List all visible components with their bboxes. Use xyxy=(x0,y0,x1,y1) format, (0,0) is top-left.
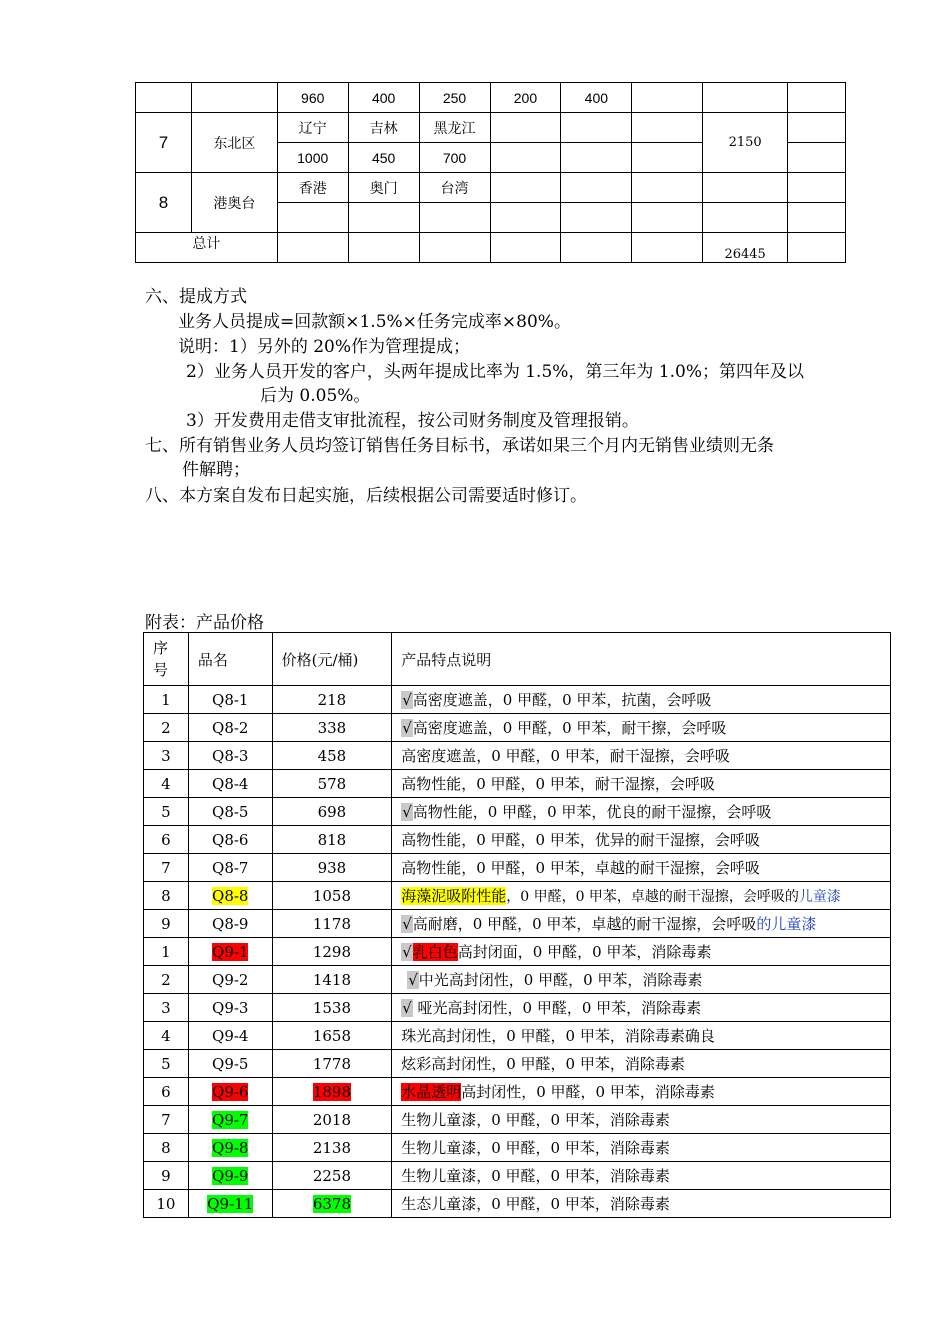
product-name: Q8-2 xyxy=(212,718,249,737)
price-cell xyxy=(272,1134,392,1162)
table-header-row xyxy=(144,633,891,686)
row-number: 2 xyxy=(144,714,189,742)
description-cell xyxy=(392,798,891,826)
checkmark-icon: √ xyxy=(402,803,412,821)
note-1: 说明：1）另外的 20%作为管理提成； xyxy=(178,337,471,357)
section-six-title: 六、提成方式 xyxy=(145,287,247,307)
highlighted-feature: 海藻泥吸附性能 xyxy=(401,887,507,905)
table-row xyxy=(144,1078,891,1106)
row-number: 7 xyxy=(144,1106,189,1134)
checkmark-icon: √ xyxy=(402,999,412,1017)
description-text: 高密度遮盖，0 甲醛，0 甲苯，耐干擦，会呼吸 xyxy=(412,719,727,737)
price-value: 2138 xyxy=(312,1138,351,1157)
product-name: Q9-6 xyxy=(212,1082,249,1101)
row-number: 9 xyxy=(144,910,189,938)
product-name: Q8-1 xyxy=(212,690,249,709)
description-text: 高物性能，0 甲醛，0 甲苯，耐干湿擦，会呼吸 xyxy=(401,775,715,793)
row-number: 7 xyxy=(144,854,189,882)
description-text: 珠光高封闭性，0 甲醛，0 甲苯，消除毒素确良 xyxy=(401,1027,715,1045)
amount-cell: 400 xyxy=(348,83,419,113)
row-number: 3 xyxy=(144,742,189,770)
product-name-cell xyxy=(188,686,272,714)
price-value: 938 xyxy=(317,858,347,877)
checkmark-icon: √ xyxy=(402,943,412,961)
description-cell xyxy=(392,1078,891,1106)
table-row xyxy=(144,1050,891,1078)
description-text: 高物性能，0 甲醛，0 甲苯，优异的耐干湿擦，会呼吸 xyxy=(401,831,760,849)
table-row xyxy=(144,1134,891,1162)
description-text: 高物性能，0 甲醛，0 甲苯，优良的耐干湿擦，会呼吸 xyxy=(412,803,772,821)
row-number: 5 xyxy=(144,1050,189,1078)
row-number: 6 xyxy=(144,1078,189,1106)
row-number: 8 xyxy=(144,1134,189,1162)
note-2-line1: 2）业务人员开发的客户，头两年提成比率为 1.5%，第三年为 1.0%；第四年及以 xyxy=(186,362,805,382)
section-eight: 八、本方案自发布日起实施，后续根据公司需要适时修订。 xyxy=(145,486,587,506)
price-cell xyxy=(272,686,392,714)
price-value: 338 xyxy=(317,718,347,737)
table-row xyxy=(144,798,891,826)
table-row xyxy=(136,233,846,263)
price-value: 2258 xyxy=(312,1166,351,1185)
product-name: Q9-7 xyxy=(212,1110,249,1129)
table-row xyxy=(136,173,846,203)
header-desc: 产品特点说明 xyxy=(392,633,891,686)
description-cell xyxy=(392,742,891,770)
price-cell xyxy=(272,1162,392,1190)
row-number: 8 xyxy=(144,882,189,910)
product-name: Q9-3 xyxy=(212,998,249,1017)
amount-cell: 1000 xyxy=(277,143,348,173)
price-value: 1298 xyxy=(312,942,351,961)
section-seven-line1: 七、所有销售业务人员均签订销售任务目标书，承诺如果三个月内无销售业绩则无条 xyxy=(145,436,774,456)
description-cell xyxy=(392,1022,891,1050)
description-cell xyxy=(392,714,891,742)
row-number: 4 xyxy=(144,770,189,798)
description-cell xyxy=(392,854,891,882)
description-cell xyxy=(392,1134,891,1162)
product-name-cell xyxy=(188,910,272,938)
price-value: 698 xyxy=(317,802,347,821)
province-cell: 香港 xyxy=(277,173,348,203)
checkmark-icon: √ xyxy=(402,719,412,737)
product-name-cell xyxy=(188,826,272,854)
price-cell xyxy=(272,770,392,798)
header-name: 品名 xyxy=(188,633,272,686)
row-number: 8 xyxy=(136,173,192,233)
childrens-paint-label: 儿童漆 xyxy=(798,889,841,905)
header-price: 价格(元/桶) xyxy=(272,633,392,686)
price-cell xyxy=(272,742,392,770)
note-3: 3）开发费用走借支审批流程，按公司财务制度及管理报销。 xyxy=(186,411,639,431)
description-text: 哑光高封闭性，0 甲醛，0 甲苯，消除毒素 xyxy=(412,999,702,1017)
province-cell: 辽宁 xyxy=(277,113,348,143)
amount-cell: 400 xyxy=(561,83,632,113)
price-value: 818 xyxy=(317,830,347,849)
province-cell: 奥门 xyxy=(348,173,419,203)
product-name: Q9-2 xyxy=(212,970,249,989)
table-row xyxy=(144,714,891,742)
table-row xyxy=(144,742,891,770)
price-value: 1778 xyxy=(312,1054,351,1073)
product-name-cell xyxy=(188,1106,272,1134)
description-text: 生物儿童漆，0 甲醛，0 甲苯，消除毒素 xyxy=(401,1111,670,1129)
description-text: 高封闭面，0 甲醛，0 甲苯，消除毒素 xyxy=(457,943,712,961)
product-name-cell xyxy=(188,994,272,1022)
amount-cell: 250 xyxy=(419,83,490,113)
description-text: 炫彩高封闭性，0 甲醛，0 甲苯，消除毒素 xyxy=(401,1055,685,1073)
checkmark-icon: √ xyxy=(402,915,412,933)
product-name-cell xyxy=(188,1050,272,1078)
product-name-cell xyxy=(188,1190,272,1218)
description-text: 高物性能，0 甲醛，0 甲苯，卓越的耐干湿擦，会呼吸 xyxy=(401,859,760,877)
description-cell xyxy=(392,1190,891,1218)
price-value: 1658 xyxy=(312,1026,351,1045)
product-name: Q8-9 xyxy=(212,914,249,933)
regional-task-table xyxy=(135,82,846,263)
table-row xyxy=(144,1022,891,1050)
product-name-cell xyxy=(188,854,272,882)
highlighted-feature: 水晶透明 xyxy=(401,1083,462,1101)
row-number: 5 xyxy=(144,798,189,826)
row-number: 9 xyxy=(144,1162,189,1190)
product-name: Q9-5 xyxy=(212,1054,249,1073)
product-name-cell xyxy=(188,1162,272,1190)
table-row xyxy=(144,686,891,714)
table-row xyxy=(144,854,891,882)
description-text: 高密度遮盖，0 甲醛，0 甲苯，耐干湿擦，会呼吸 xyxy=(401,747,730,765)
price-value: 6378 xyxy=(312,1194,351,1213)
description-text: 生态儿童漆，0 甲醛，0 甲苯，消除毒素 xyxy=(401,1195,670,1213)
product-name: Q9-1 xyxy=(212,942,249,961)
region-name: 港奥台 xyxy=(191,173,277,233)
product-price-table xyxy=(143,632,891,1218)
table-row xyxy=(144,966,891,994)
product-name-cell xyxy=(188,1022,272,1050)
description-cell xyxy=(392,826,891,854)
price-table-title: 附表：产品价格 xyxy=(145,613,264,633)
price-value: 1538 xyxy=(312,998,351,1017)
product-name-cell xyxy=(188,938,272,966)
product-name: Q8-8 xyxy=(212,886,249,905)
product-name-cell xyxy=(188,742,272,770)
description-cell xyxy=(392,966,891,994)
table-row xyxy=(144,1162,891,1190)
description-cell xyxy=(392,910,891,938)
row-number: 2 xyxy=(144,966,189,994)
childrens-paint-label: 的儿童漆 xyxy=(756,915,817,933)
price-value: 1418 xyxy=(312,970,351,989)
row-number: 7 xyxy=(136,113,192,173)
description-cell xyxy=(392,938,891,966)
table-row xyxy=(144,938,891,966)
description-text: 高耐磨，0 甲醛，0 甲苯，卓越的耐干湿擦，会呼吸 xyxy=(412,915,757,933)
amount-cell: 450 xyxy=(348,143,419,173)
row-number: 4 xyxy=(144,1022,189,1050)
amount-cell: 200 xyxy=(490,83,561,113)
price-value: 458 xyxy=(317,746,347,765)
product-name-cell xyxy=(188,882,272,910)
product-name-cell xyxy=(188,770,272,798)
product-name: Q9-9 xyxy=(212,1166,249,1185)
product-name: Q8-3 xyxy=(212,746,249,765)
product-name: Q8-4 xyxy=(212,774,249,793)
amount-cell: 700 xyxy=(419,143,490,173)
commission-formula: 业务人员提成=回款额×1.5%×任务完成率×80%。 xyxy=(178,312,571,332)
price-cell xyxy=(272,1050,392,1078)
row-number: 3 xyxy=(144,994,189,1022)
table-row xyxy=(136,83,846,113)
price-cell xyxy=(272,994,392,1022)
price-cell xyxy=(272,798,392,826)
description-cell xyxy=(392,994,891,1022)
price-value: 578 xyxy=(317,774,347,793)
checkmark-icon: √ xyxy=(402,691,412,709)
price-cell xyxy=(272,1022,392,1050)
province-cell: 台湾 xyxy=(419,173,490,203)
price-cell xyxy=(272,966,392,994)
description-cell xyxy=(392,1162,891,1190)
checkmark-icon: √ xyxy=(408,971,418,989)
table-row xyxy=(144,910,891,938)
table-row xyxy=(144,1106,891,1134)
region-name: 东北区 xyxy=(191,113,277,173)
description-text: 中光高封闭性，0 甲醛，0 甲苯，消除毒素 xyxy=(418,971,703,989)
description-cell xyxy=(392,882,891,910)
table-row xyxy=(144,770,891,798)
description-cell xyxy=(392,1106,891,1134)
product-name-cell xyxy=(188,798,272,826)
table-row xyxy=(144,882,891,910)
section-seven-line2: 件解聘； xyxy=(182,460,250,480)
total-value: 26445 xyxy=(703,233,788,263)
product-name: Q8-6 xyxy=(212,830,249,849)
description-text: 生物儿童漆，0 甲醛，0 甲苯，消除毒素 xyxy=(401,1139,670,1157)
province-cell: 黑龙江 xyxy=(419,113,490,143)
description-text: 高密度遮盖，0 甲醛，0 甲苯，抗菌，会呼吸 xyxy=(412,691,712,709)
price-value: 1058 xyxy=(312,886,351,905)
product-name-cell xyxy=(188,966,272,994)
note-2-line2: 后为 0.05%。 xyxy=(260,386,371,406)
price-cell xyxy=(272,882,392,910)
product-name: Q9-11 xyxy=(207,1194,254,1213)
province-cell: 吉林 xyxy=(348,113,419,143)
description-text: ，0 甲醛，0 甲苯，卓越的耐干湿擦，会呼吸的 xyxy=(506,889,799,905)
product-name-cell xyxy=(188,1078,272,1106)
price-value: 1898 xyxy=(312,1082,351,1101)
table-row xyxy=(144,1190,891,1218)
description-cell xyxy=(392,686,891,714)
price-cell xyxy=(272,1190,392,1218)
product-name: Q9-4 xyxy=(212,1026,249,1045)
amount-cell: 960 xyxy=(277,83,348,113)
price-cell xyxy=(272,714,392,742)
price-value: 2018 xyxy=(312,1110,351,1129)
highlighted-feature: 乳白色 xyxy=(412,943,458,961)
product-name: Q8-7 xyxy=(212,858,249,877)
table-row xyxy=(144,994,891,1022)
price-value: 1178 xyxy=(312,914,351,933)
row-number: 1 xyxy=(144,938,189,966)
header-no: 序 号 xyxy=(144,633,189,686)
product-name: Q9-8 xyxy=(212,1138,249,1157)
total-label: 总计 xyxy=(136,233,278,263)
price-cell xyxy=(272,854,392,882)
price-cell xyxy=(272,826,392,854)
product-name-cell xyxy=(188,714,272,742)
row-number: 10 xyxy=(144,1190,189,1218)
price-cell xyxy=(272,1078,392,1106)
description-cell xyxy=(392,770,891,798)
table-row xyxy=(144,826,891,854)
row-number: 6 xyxy=(144,826,189,854)
price-value: 218 xyxy=(317,690,347,709)
table-row xyxy=(136,113,846,143)
product-name-cell xyxy=(188,1134,272,1162)
price-cell xyxy=(272,938,392,966)
price-cell xyxy=(272,1106,392,1134)
row-number: 1 xyxy=(144,686,189,714)
description-text: 生物儿童漆，0 甲醛，0 甲苯，消除毒素 xyxy=(401,1167,670,1185)
description-text: 高封闭性，0 甲醛，0 甲苯，消除毒素 xyxy=(461,1083,715,1101)
region-subtotal: 2150 xyxy=(703,113,788,173)
price-cell xyxy=(272,910,392,938)
description-cell xyxy=(392,1050,891,1078)
product-name: Q8-5 xyxy=(212,802,249,821)
